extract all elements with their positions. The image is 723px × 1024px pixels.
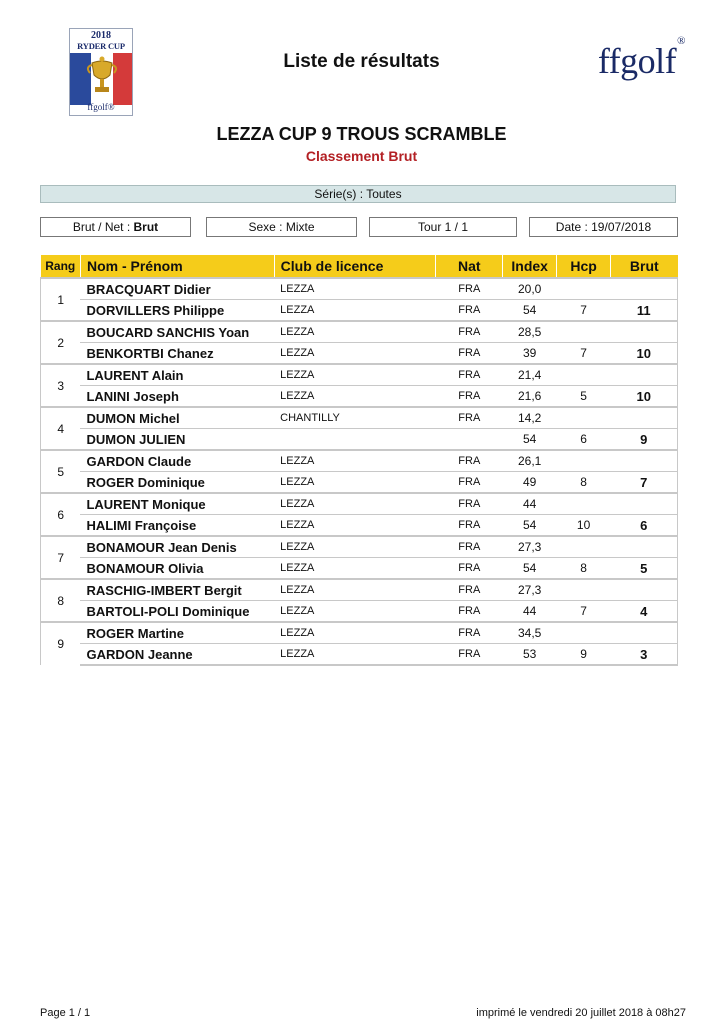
hcp-cell [557, 321, 611, 343]
brut-cell [611, 536, 678, 558]
player-name: DUMON Michel [80, 407, 274, 429]
rank-cell: 2 [41, 321, 81, 364]
tour-box: Tour 1 / 1 [369, 217, 517, 237]
nat-cell: FRA [436, 343, 503, 365]
nat-cell: FRA [436, 536, 503, 558]
logo-federation: ffgolf® [87, 102, 115, 112]
logo-year: 2018 [91, 30, 111, 41]
brut-cell: 11 [611, 300, 678, 322]
player-name: DUMON JULIEN [80, 429, 274, 451]
nat-cell: FRA [436, 386, 503, 408]
player-name: GARDON Jeanne [80, 644, 274, 666]
index-cell: 20,0 [503, 278, 557, 300]
col-header-hcp: Hcp [557, 255, 611, 278]
brut-cell [611, 364, 678, 386]
player-name: RASCHIG-IMBERT Bergit [80, 579, 274, 601]
table-row [41, 579, 678, 601]
rank-cell: 1 [41, 278, 81, 321]
series-bar: Série(s) : Toutes [40, 185, 676, 203]
club-cell: LEZZA [274, 558, 436, 580]
rank-cell: 8 [41, 579, 81, 622]
club-cell: LEZZA [274, 536, 436, 558]
nat-cell: FRA [436, 278, 503, 300]
brut-cell: 10 [611, 343, 678, 365]
index-cell: 54 [503, 300, 557, 322]
rank-cell: 5 [41, 450, 81, 493]
table-row [41, 472, 678, 494]
nat-cell: FRA [436, 493, 503, 515]
results-body [41, 278, 678, 665]
col-header-club: Club de licence [274, 255, 436, 278]
player-name: LAURENT Monique [80, 493, 274, 515]
index-cell: 44 [503, 493, 557, 515]
club-cell: LEZZA [274, 321, 436, 343]
index-cell: 27,3 [503, 536, 557, 558]
brut-cell [611, 407, 678, 429]
col-header-rang: Rang [41, 255, 81, 278]
hcp-cell: 6 [557, 429, 611, 451]
player-name: BRACQUART Didier [80, 278, 274, 300]
index-cell: 26,1 [503, 450, 557, 472]
hcp-cell: 7 [557, 343, 611, 365]
table-row [41, 429, 678, 451]
index-cell: 34,5 [503, 622, 557, 644]
club-cell: LEZZA [274, 450, 436, 472]
rank-cell: 6 [41, 493, 81, 536]
table-row [41, 278, 678, 300]
index-cell: 21,4 [503, 364, 557, 386]
club-cell [274, 429, 436, 451]
index-cell: 27,3 [503, 579, 557, 601]
brand-mark: ® [677, 35, 685, 47]
nat-cell: FRA [436, 601, 503, 623]
index-cell: 53 [503, 644, 557, 666]
club-cell: LEZZA [274, 579, 436, 601]
sexe-box [206, 217, 357, 237]
hcp-cell [557, 278, 611, 300]
player-name: LANINI Joseph [80, 386, 274, 408]
table-row [41, 407, 678, 429]
page-number: Page 1 / 1 [40, 1007, 91, 1019]
hcp-cell [557, 579, 611, 601]
rank-cell: 3 [41, 364, 81, 407]
hcp-cell [557, 450, 611, 472]
club-cell: LEZZA [274, 343, 436, 365]
brut-cell: 5 [611, 558, 678, 580]
player-name: BENKORTBI Chanez [80, 343, 274, 365]
nat-cell: FRA [436, 515, 503, 537]
rank-cell: 7 [41, 536, 81, 579]
nat-cell [436, 429, 503, 451]
sexe-label: Sexe : [248, 220, 283, 234]
brut-cell [611, 278, 678, 300]
index-cell: 54 [503, 558, 557, 580]
index-cell: 54 [503, 429, 557, 451]
club-cell: LEZZA [274, 493, 436, 515]
brut-cell: 10 [611, 386, 678, 408]
brut-cell: 4 [611, 601, 678, 623]
col-header-index: Index [503, 255, 557, 278]
col-header-nom: Nom - Prénom [80, 255, 274, 278]
player-name: BARTOLI-POLI Dominique [80, 601, 274, 623]
nat-cell: FRA [436, 450, 503, 472]
index-cell: 14,2 [503, 407, 557, 429]
club-cell: LEZZA [274, 278, 436, 300]
hcp-cell: 10 [557, 515, 611, 537]
nat-cell: FRA [436, 472, 503, 494]
brand-name: ffgolf [597, 41, 677, 81]
player-name: BOUCARD SANCHIS Yoan [80, 321, 274, 343]
brut-cell: 9 [611, 429, 678, 451]
hcp-cell [557, 364, 611, 386]
club-cell: LEZZA [274, 601, 436, 623]
brut-cell [611, 493, 678, 515]
brut-cell [611, 622, 678, 644]
competition-title: LEZZA CUP 9 TROUS SCRAMBLE [216, 124, 507, 144]
hcp-cell: 7 [557, 601, 611, 623]
nat-cell: FRA [436, 407, 503, 429]
index-cell: 21,6 [503, 386, 557, 408]
date-box: Date : 19/07/2018 [529, 217, 678, 237]
brut-cell [611, 579, 678, 601]
table-row [41, 364, 678, 386]
player-name: BONAMOUR Olivia [80, 558, 274, 580]
rank-cell: 9 [41, 622, 81, 665]
club-cell: CHANTILLY [274, 407, 436, 429]
logo-event: RYDER CUP [77, 41, 125, 51]
brut-net-label: Brut / Net : [72, 220, 131, 234]
player-name: ROGER Dominique [80, 472, 274, 494]
table-row [41, 343, 678, 365]
index-cell: 49 [503, 472, 557, 494]
club-cell: LEZZA [274, 364, 436, 386]
brut-net-box [40, 217, 191, 237]
hcp-cell [557, 493, 611, 515]
table-header-row [41, 255, 678, 278]
table-row [41, 622, 678, 644]
brut-cell: 3 [611, 644, 678, 666]
table-row [41, 300, 678, 322]
print-timestamp: imprimé le vendredi 20 juillet 2018 à 08h27 [476, 1007, 686, 1019]
club-cell: LEZZA [274, 300, 436, 322]
col-header-nat: Nat [436, 255, 503, 278]
ffgolf-logo [597, 35, 685, 82]
hcp-cell [557, 536, 611, 558]
index-cell: 39 [503, 343, 557, 365]
hcp-cell: 8 [557, 558, 611, 580]
brut-cell: 6 [611, 515, 678, 537]
club-cell: LEZZA [274, 622, 436, 644]
hcp-cell: 5 [557, 386, 611, 408]
nat-cell: FRA [436, 321, 503, 343]
index-cell: 54 [503, 515, 557, 537]
document-title: Liste de résultats [283, 51, 440, 72]
table-row [41, 493, 678, 515]
brut-net-value: Brut [133, 220, 159, 234]
ranking-subtitle: Classement Brut [305, 148, 418, 164]
club-cell: LEZZA [274, 644, 436, 666]
hcp-cell: 9 [557, 644, 611, 666]
player-name: ROGER Martine [80, 622, 274, 644]
index-cell: 28,5 [503, 321, 557, 343]
player-name: GARDON Claude [80, 450, 274, 472]
rank-cell: 4 [41, 407, 81, 450]
brut-cell [611, 450, 678, 472]
brut-cell: 7 [611, 472, 678, 494]
hcp-cell: 7 [557, 300, 611, 322]
nat-cell: FRA [436, 558, 503, 580]
table-row [41, 515, 678, 537]
table-row [41, 558, 678, 580]
table-row [41, 536, 678, 558]
table-row [41, 450, 678, 472]
table-row [41, 386, 678, 408]
player-name: LAURENT Alain [80, 364, 274, 386]
player-name: BONAMOUR Jean Denis [80, 536, 274, 558]
index-cell: 44 [503, 601, 557, 623]
hcp-cell [557, 407, 611, 429]
sexe-value: Mixte [285, 220, 315, 234]
club-cell: LEZZA [274, 515, 436, 537]
player-name: HALIMI Françoise [80, 515, 274, 537]
table-row [41, 321, 678, 343]
player-name: DORVILLERS Philippe [80, 300, 274, 322]
nat-cell: FRA [436, 622, 503, 644]
nat-cell: FRA [436, 644, 503, 666]
brut-cell [611, 321, 678, 343]
hcp-cell: 8 [557, 472, 611, 494]
table-row [41, 644, 678, 666]
table-row [41, 601, 678, 623]
results-table [40, 255, 678, 666]
hcp-cell [557, 622, 611, 644]
club-cell: LEZZA [274, 386, 436, 408]
col-header-brut: Brut [611, 255, 678, 278]
nat-cell: FRA [436, 579, 503, 601]
club-cell: LEZZA [274, 472, 436, 494]
nat-cell: FRA [436, 300, 503, 322]
nat-cell: FRA [436, 364, 503, 386]
